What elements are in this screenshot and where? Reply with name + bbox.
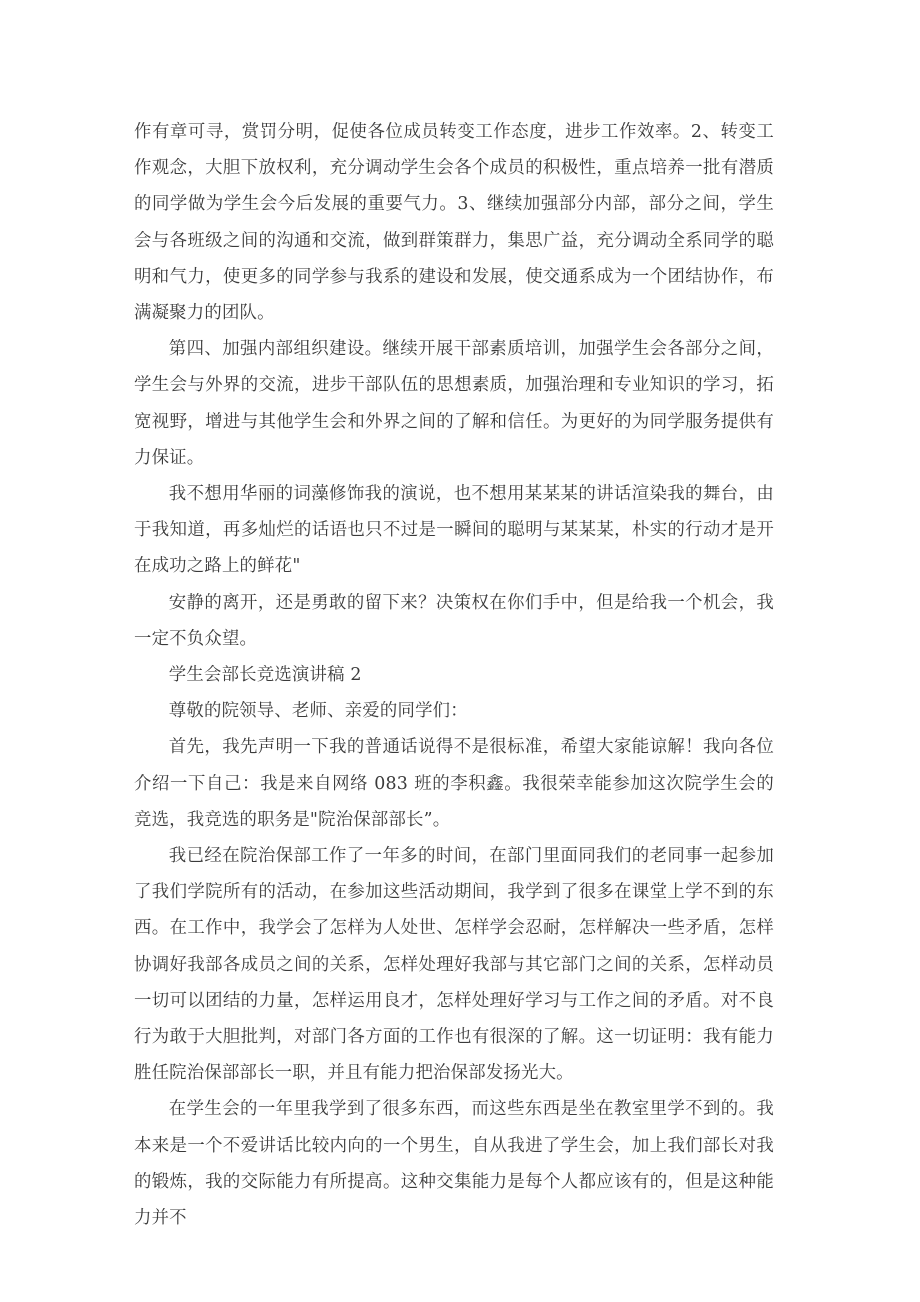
document-body	[134, 114, 774, 1236]
paragraph-no-fancy-words: 我不想用华丽的词藻修饰我的演说，也不想用某某某的讲话渲染我的舞台，由于我知道，再多灿烂的话语也只不过是一瞬间的聪明与某某某，朴实的行动才是开在成功之路上的鲜花"	[134, 484, 774, 577]
paragraph-experience: 我已经在院治保部工作了一年多的时间，在部门里面同我们的老同事一起参加了我们学院所有的活动，在参加这些活动期间，我学到了很多在课堂上学不到的东西。在工作中，我学会了怎样为人处世、怎样学会忍耐，怎样解决一些矛盾，怎样协调好我部各成员之间的关系，怎样处理好我部与其它部门之间的关系，怎样动员一切可以团结的力量，怎样运用良才，怎样处理好学习与工作之间的矛盾。对不良行为敢于大胆批判，对部门各方面的工作也有很深的了解。这一切证明：我有能力胜任院治保部部长一职，并且有能力把治保部发扬光大。	[134, 846, 774, 1084]
paragraph-work-plan-continued: 作有章可寻，赏罚分明，促使各位成员转变工作态度，进步工作效率。2、转变工作观念，大胆下放权利，充分调动学生会各个成员的积极性，重点培养一批有潜质的同学做为学生会今后发展的重要气力。3、继续加强部分内部，部分之间，学生会与各班级之间的沟通和交流，做到群策群力，集思广益，充分调动全系同学的聪明和气力，使更多的同学参与我系的建设和发展，使交通系成为一个团结协作，布满凝聚力的团队。	[134, 122, 774, 324]
paragraph-self-introduction: 首先，我先声明一下我的普通话说得不是很标准，希望大家能谅解！我向各位介绍一下自己：我是来自网络 083 班的李积鑫。我很荣幸能参加这次院学生会的竞选，我竞选的职务是"院治保部部长”。	[134, 737, 774, 830]
paragraph-salutation: 尊敬的院领导、老师、亲爱的同学们：	[168, 701, 468, 722]
section-title-speech-2: 学生会部长竞选演讲稿 2	[168, 665, 362, 686]
paragraph-closing-appeal: 安静的离开，还是勇敢的留下来？决策权在你们手中，但是给我一个机会，我一定不负众望。	[134, 592, 774, 649]
paragraph-growth: 在学生会的一年里我学到了很多东西，而这些东西是坐在教室里学不到的。我本来是一个不爱讲话比较内向的一个男生，自从我进了学生会，加上我们部长对我的锻炼，我的交际能力有所提高。这种交集能力是每个人都应该有的，但是这种能力并不	[134, 1099, 774, 1229]
paragraph-fourth-point: 第四、加强内部组织建设。继续开展干部素质培训，加强学生会各部分之间，学生会与外界的交流，进步干部队伍的思想素质，加强治理和专业知识的学习，拓宽视野，增进与其他学生会和外界之间的了解和信任。为更好的为同学服务提供有力保证。	[134, 339, 774, 468]
